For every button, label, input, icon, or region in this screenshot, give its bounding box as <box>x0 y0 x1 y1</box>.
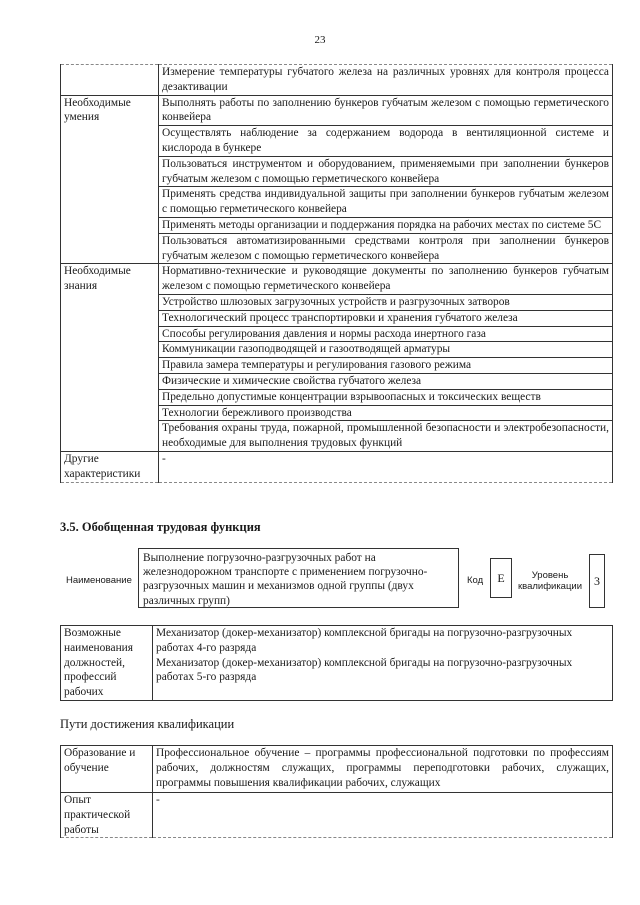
table-cell: Предельно допустимые концентрации взрывоопасных и токсических веществ <box>159 389 613 405</box>
table-cell: Правила замера температуры и регулирования газового режима <box>159 358 613 374</box>
table-cell: Осуществлять наблюдение за содержанием водорода в вентиляционной системе и кислорода в бункере <box>159 126 613 157</box>
code-label: Код <box>467 575 484 586</box>
table-cell: Технологический процесс транспортировки и хранения губчатого железа <box>159 310 613 326</box>
education-value: Профессиональное обучение – программы профессиональной подготовки по профессиям рабочих, должностям служащих, программы переподготовки рабочих, служащих, программы повышения квалификации рабочих, служащих <box>153 746 613 793</box>
position-item: Механизатор (докер-механизатор) комплексной бригады на погрузочно-разгрузочных работах 4-го разряда <box>156 627 573 654</box>
table-cell: Выполнять работы по заполнению бункеров губчатым железом с помощью герметического конвейера <box>159 95 613 126</box>
code-value-box: Е <box>490 558 512 598</box>
table-cell: Пользоваться автоматизированными средствами контроля при заполнении бункеров губчатым железом с помощью герметического конвейера <box>159 233 613 264</box>
table-cell: Коммуникации газоподводящей и газоотводящей арматуры <box>159 342 613 358</box>
section-title: 3.5. Обобщенная трудовая функция <box>60 520 261 534</box>
qualification-paths-title: Пути достижения квалификации <box>60 717 235 731</box>
positions-value <box>153 626 613 701</box>
table-cell: Физические и химические свойства губчатого железа <box>159 373 613 389</box>
position-item: Механизатор (докер-механизатор) комплексной бригады на погрузочно-разгрузочных работах 5-го разряда <box>156 656 573 684</box>
table-cell: Применять методы организации и поддержания порядка на рабочих местах по системе 5С <box>159 217 613 233</box>
other-label: Другие характеристики <box>61 451 159 482</box>
label-cell-empty <box>61 65 159 96</box>
skills-label: Необходимые умения <box>61 95 159 126</box>
level-label: Уровень квалификации <box>517 570 583 592</box>
level-value-box: 3 <box>589 554 605 608</box>
table-cell: Пользоваться инструментом и оборудованием, применяемыми при заполнении бункеров губчатым железом с помощью герметического конвейера <box>159 156 613 187</box>
table-cell: Применять средства индивидуальной защиты при заполнении бункеров губчатым железом с помощью герметического конвейера <box>159 187 613 218</box>
function-name-box: Выполнение погрузочно-разгрузочных работ на железнодорожном транспорте с применением погрузочно-разгрузочных машин и механизмов одной группы (двух различных групп) <box>138 548 459 608</box>
page-number: 23 <box>314 34 326 46</box>
table-cell: Технологии бережливого производства <box>159 405 613 421</box>
qualification-table <box>60 745 613 838</box>
other-value: - <box>159 451 613 482</box>
knowledge-label: Необходимые знания <box>61 264 159 295</box>
positions-table <box>60 625 613 701</box>
table-cell: Устройство шлюзовых загрузочных устройств и разгрузочных затворов <box>159 294 613 310</box>
name-label: Наименование <box>66 575 132 586</box>
experience-value: - <box>153 793 613 838</box>
skills-knowledge-table <box>60 64 613 483</box>
table-cell: Измерение температуры губчатого железа на различных уровнях для контроля процесса дезактивации <box>159 65 613 96</box>
table-cell: Способы регулирования давления и нормы расхода инертного газа <box>159 326 613 342</box>
experience-label: Опыт практической работы <box>61 793 153 838</box>
positions-label: Возможные наименования должностей, профессий рабочих <box>61 626 153 701</box>
table-cell: Нормативно-технические и руководящие документы по заполнению бункеров губчатым железом с помощью герметического конвейера <box>159 264 613 295</box>
education-label: Образование и обучение <box>61 746 153 793</box>
table-cell: Требования охраны труда, пожарной, промышленной безопасности и электробезопасности, необходимые для выполнения трудовых функций <box>159 421 613 452</box>
